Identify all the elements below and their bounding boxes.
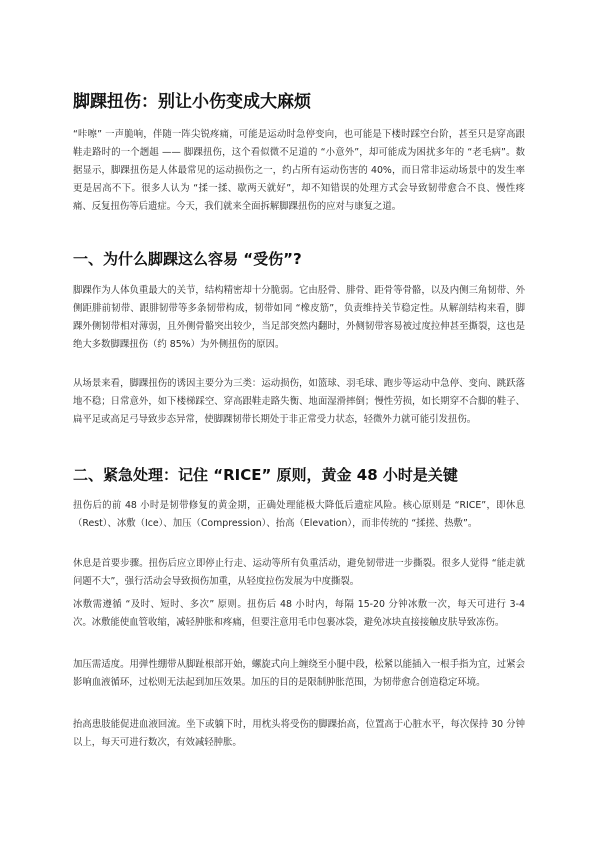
section-2-paragraph: 冰敷需遵循 “及时、短时、多次” 原则。扭伤后 48 小时内，每隔 15-20 分钟冰敷一次，每天可进行 3-4 次。冰敷能使血管收缩，减轻肿胀和疼痛，但要注意用毛巾包裹冰袋，避免冰块直接接触皮肤导致冻伤。 xyxy=(73,599,525,628)
section-2-paragraph: 扭伤后的前 48 小时是韧带修复的黄金期，正确处理能极大降低后遗症风险。核心原则是 “RICE”，即休息（Rest）、冰敷（Ice）、加压（Compression）、抬高（Elevation），而非传统的 “揉搓、热敷”。 xyxy=(73,500,525,529)
section-1-heading: 一、为什么脚踝这么容易 “受伤”? xyxy=(73,250,302,268)
section-1-paragraph: 从场景来看，脚踝扭伤的诱因主要分为三类：运动损伤，如篮球、羽毛球、跑步等运动中急停、变向、跳跃落地不稳；日常意外，如下楼梯踩空、穿高跟鞋走路失衡、地面湿滑摔倒；慢性劳损，如长期穿不合脚的鞋子、扁平足或高足弓导致步态异常，使脚踝韧带长期处于非正常受力状态，轻微外力就可能引发扭伤。 xyxy=(73,378,525,425)
section-1-paragraph: 脚踝作为人体负重最大的关节，结构精密却十分脆弱。它由胫骨、腓骨、距骨等骨骼，以及内侧三角韧带、外侧距腓前韧带、跟腓韧带等多条韧带构成，韧带如同 “橡皮筋”，负责维持关节稳定性。从解剖结构来看，脚踝外侧韧带相对薄弱，且外侧骨骼突出较少，当足部突然内翻时，外侧韧带容易被过度拉伸甚至撕裂，这也是绝大多数脚踝扭伤（约 85%）为外侧扭伤的原因。 xyxy=(73,285,525,350)
section-2-heading: 二、紧急处理：记住 “RICE” 原则，黄金 48 小时是关键 xyxy=(73,466,458,484)
article-title: 脚踝扭伤：别让小伤变成大麻烦 xyxy=(73,92,311,112)
section-2-paragraph: 抬高患肢能促进血液回流。坐下或躺下时，用枕头将受伤的脚踝抬高，位置高于心脏水平，每次保持 30 分钟以上，每天可进行数次，有效减轻肿胀。 xyxy=(73,719,525,748)
intro-paragraph: “咔嚓” 一声脆响，伴随一阵尖锐疼痛，可能是运动时急停变向，也可能是下楼时踩空台阶，甚至只是穿高跟鞋走路时的一个趔趄 —— 脚踝扭伤，这个看似微不足道的 “小意外”，却可能成为困扰多年的 “老毛病”。数据显示，脚踝扭伤是人体最常见的运动损伤之一，约占所有运动伤害的 40%，而日常非运动场景中的发生率更是居高不下。很多人认为 “揉一揉、歇两天就好”，却不知错误的处理方式会导致韧带愈合不良、慢性疼痛、反复扭伤等后遗症。今天，我们就来全面拆解脚踝扭伤的应对与康复之道。 xyxy=(73,129,525,212)
section-2-paragraph: 加压需适度。用弹性绷带从脚趾根部开始，螺旋式向上缠绕至小腿中段，松紧以能插入一根手指为宜，过紧会影响血液循环，过松则无法起到加压效果。加压的目的是限制肿胀范围，为韧带愈合创造稳定环境。 xyxy=(73,659,525,688)
section-2-paragraph: 休息是首要步骤。扭伤后应立即停止行走、运动等所有负重活动，避免韧带进一步撕裂。很多人觉得 “能走就问题不大”，强行活动会导致损伤加重，从轻度拉伤发展为中度撕裂。 xyxy=(73,558,525,587)
